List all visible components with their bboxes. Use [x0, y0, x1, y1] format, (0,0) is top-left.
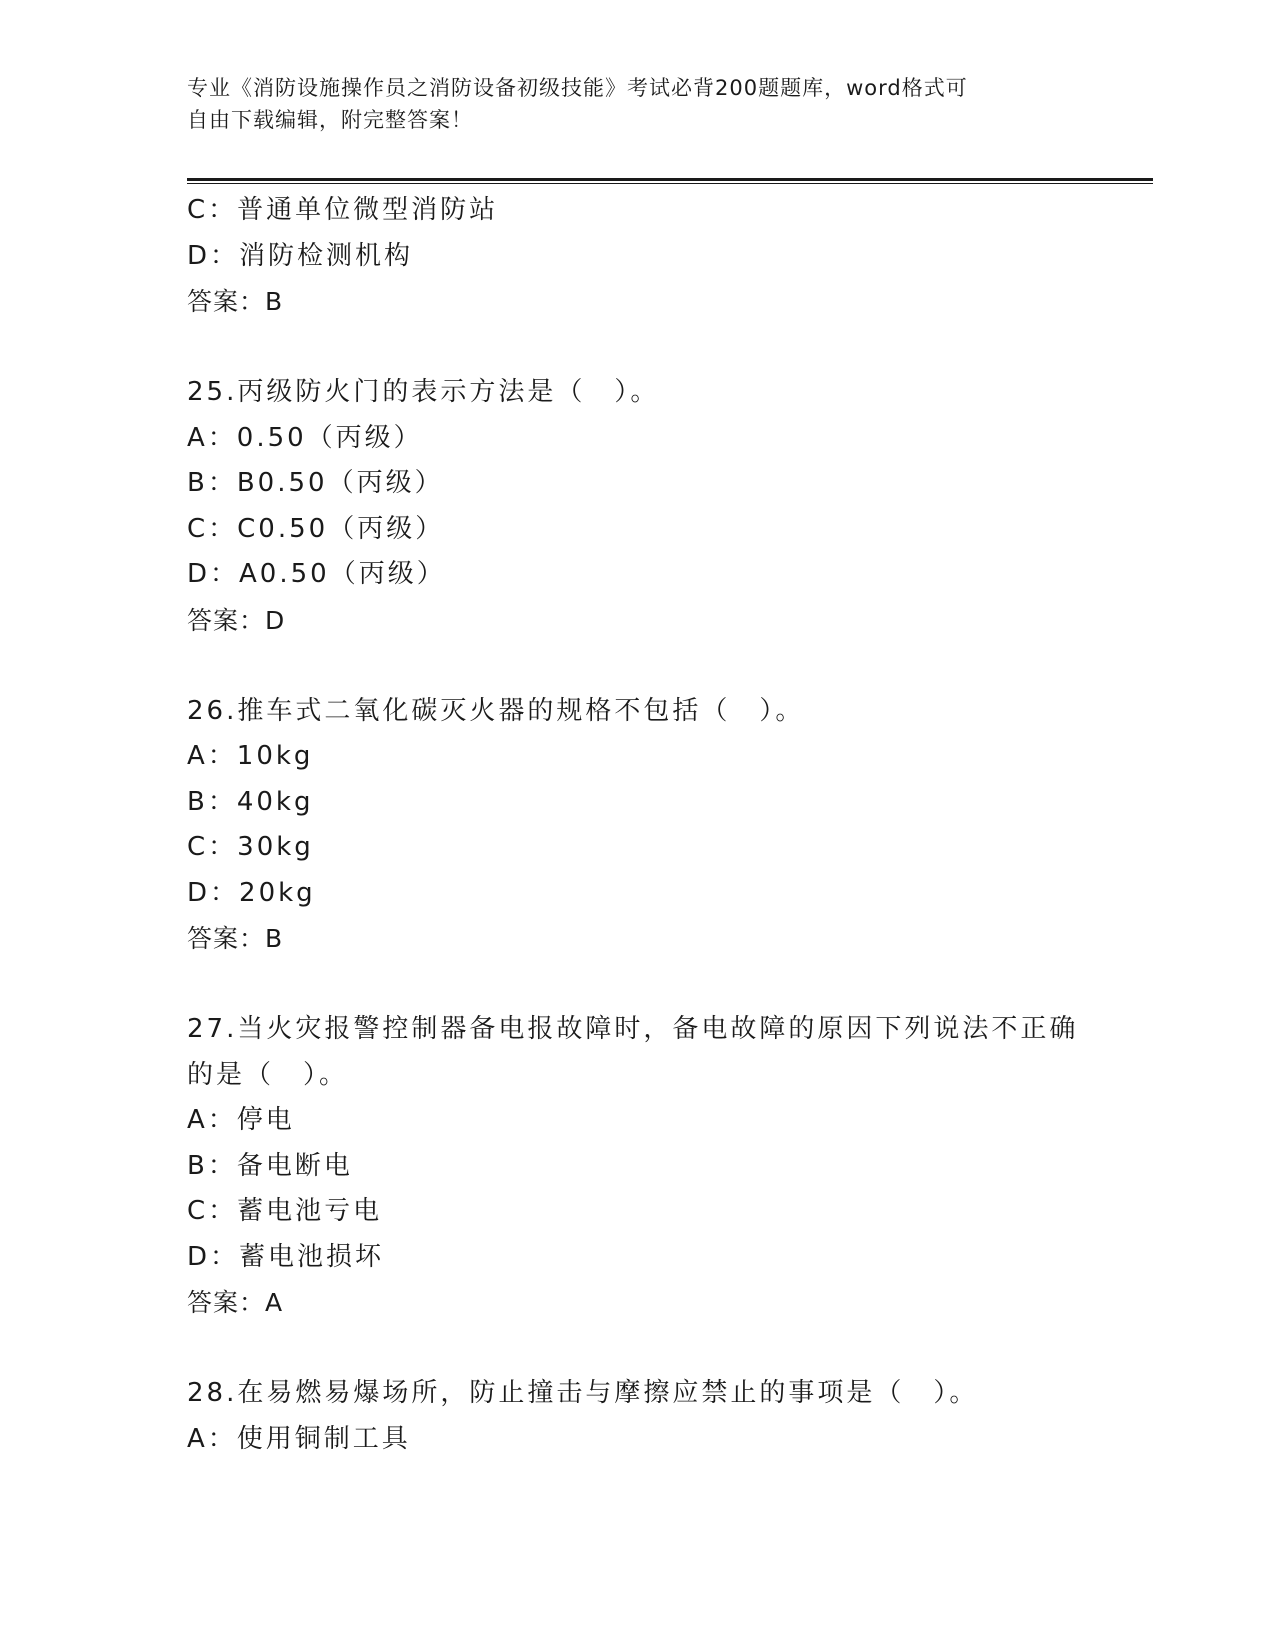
answer: 答案：D — [187, 605, 286, 635]
document-header — [187, 72, 1067, 136]
option-b: B：B0.50（丙级） — [187, 468, 444, 498]
option-d: D：A0.50（丙级） — [187, 559, 446, 589]
option-c: C：30kg — [187, 832, 314, 862]
question-25 — [187, 370, 1087, 643]
question-28 — [187, 1371, 1087, 1462]
option-a: A：停电 — [187, 1105, 295, 1135]
option-b: B：备电断电 — [187, 1150, 353, 1181]
question-stem: 28.在易燃易爆场所，防止撞击与摩擦应禁止的事项是（ ）。 — [187, 1378, 979, 1408]
question-27 — [187, 1007, 1087, 1326]
header-line-2: 自由下载编辑，附完整答案！ — [187, 108, 473, 132]
previous-question-tail — [187, 188, 1087, 325]
question-stem: 25.丙级防火门的表示方法是（ ）。 — [187, 377, 660, 407]
option-c: C：蓄电池亏电 — [187, 1196, 383, 1226]
question-stem: 27.当火灾报警控制器备电报故障时，备电故障的原因下列说法不正确 — [187, 1014, 1079, 1044]
answer: 答案：A — [187, 1288, 284, 1317]
answer: 答案：B — [187, 924, 284, 953]
option-c: C：C0.50（丙级） — [187, 513, 445, 544]
question-stem: 26.推车式二氧化碳灭火器的规格不包括（ ）。 — [187, 695, 805, 726]
answer: 答案：B — [187, 287, 284, 316]
option-d: D：20kg — [187, 877, 316, 908]
option-a: A：使用铜制工具 — [187, 1423, 411, 1454]
header-divider-thick — [187, 178, 1153, 181]
header-divider-thin — [187, 183, 1153, 184]
option-a: A：0.50（丙级） — [187, 422, 423, 453]
option-c: C：普通单位微型消防站 — [187, 195, 499, 225]
question-stem-continued: 的是（ ）。 — [187, 1059, 349, 1090]
option-a: A：10kg — [187, 741, 314, 771]
header-line-1: 专业《消防设施操作员之消防设备初级技能》考试必背200题题库，word格式可 — [187, 76, 968, 100]
question-list — [187, 188, 1087, 1462]
question-26 — [187, 689, 1087, 962]
option-d: D：消防检测机构 — [187, 240, 414, 271]
option-b: B：40kg — [187, 786, 314, 817]
option-d: D：蓄电池损坏 — [187, 1241, 385, 1272]
